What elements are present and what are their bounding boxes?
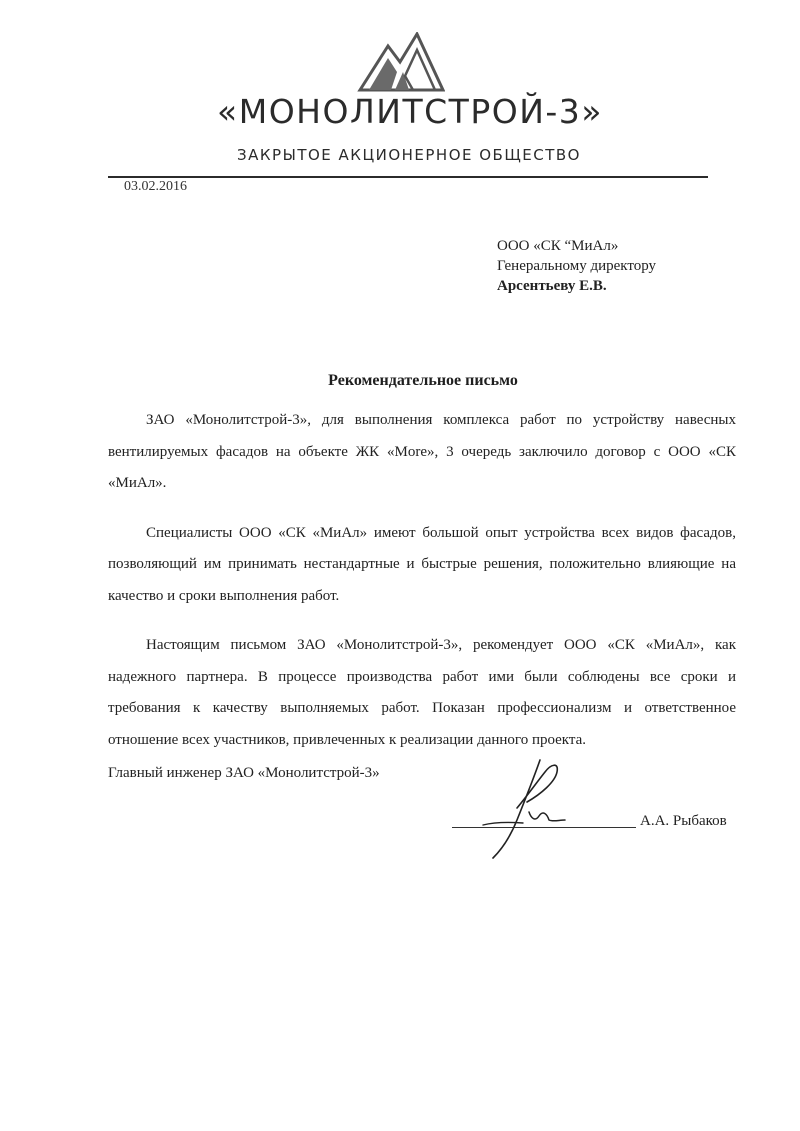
letter-body: [108, 405, 736, 774]
company-name: «МОНОЛИТСТРОЙ-3»: [217, 92, 603, 131]
body-paragraph: Настоящим письмом ЗАО «Монолитстрой-3», рекомендует ООО «СК «МиАл», как надежного партнера. В процессе производства работ ими были соблюдены все сроки и требования к качеству выполняемых работ. Показан профессионализм и ответственное отношение всех участников, привлеченных к реализации данного проекта.: [108, 637, 736, 748]
letter-date: 03.02.2016: [124, 179, 187, 194]
header-divider: [108, 176, 708, 178]
body-paragraph: Специалисты ООО «СК «МиАл» имеют большой опыт устройства всех видов фасадов, позволяющий им принимать нестандартные и быстрые решения, положительно влияющие на качество и сроки выполнения работ.: [108, 524, 736, 604]
addressee-block: [497, 236, 656, 296]
addressee-name: Арсентьеву Е.В.: [497, 278, 607, 294]
addressee-organization: ООО «СК “МиАл»: [497, 238, 619, 254]
mountain-logo-icon: [355, 32, 445, 92]
handwritten-signature: [465, 750, 585, 865]
company-type: ЗАКРЫТОЕ АКЦИОНЕРНОЕ ОБЩЕСТВО: [237, 146, 581, 164]
signer-name: А.А. Рыбаков: [640, 813, 727, 829]
signer-title: Главный инженер ЗАО «Монолитстрой-3»: [108, 765, 380, 781]
body-paragraph: ЗАО «Монолитстрой-3», для выполнения комплекса работ по устройству навесных вентилируемых фасадов на объекте ЖК «More», 3 очередь заключило договор с ООО «СК «МиАл».: [108, 412, 736, 491]
addressee-position: Генеральному директору: [497, 258, 657, 274]
letter-title: Рекомендательное письмо: [328, 372, 518, 389]
